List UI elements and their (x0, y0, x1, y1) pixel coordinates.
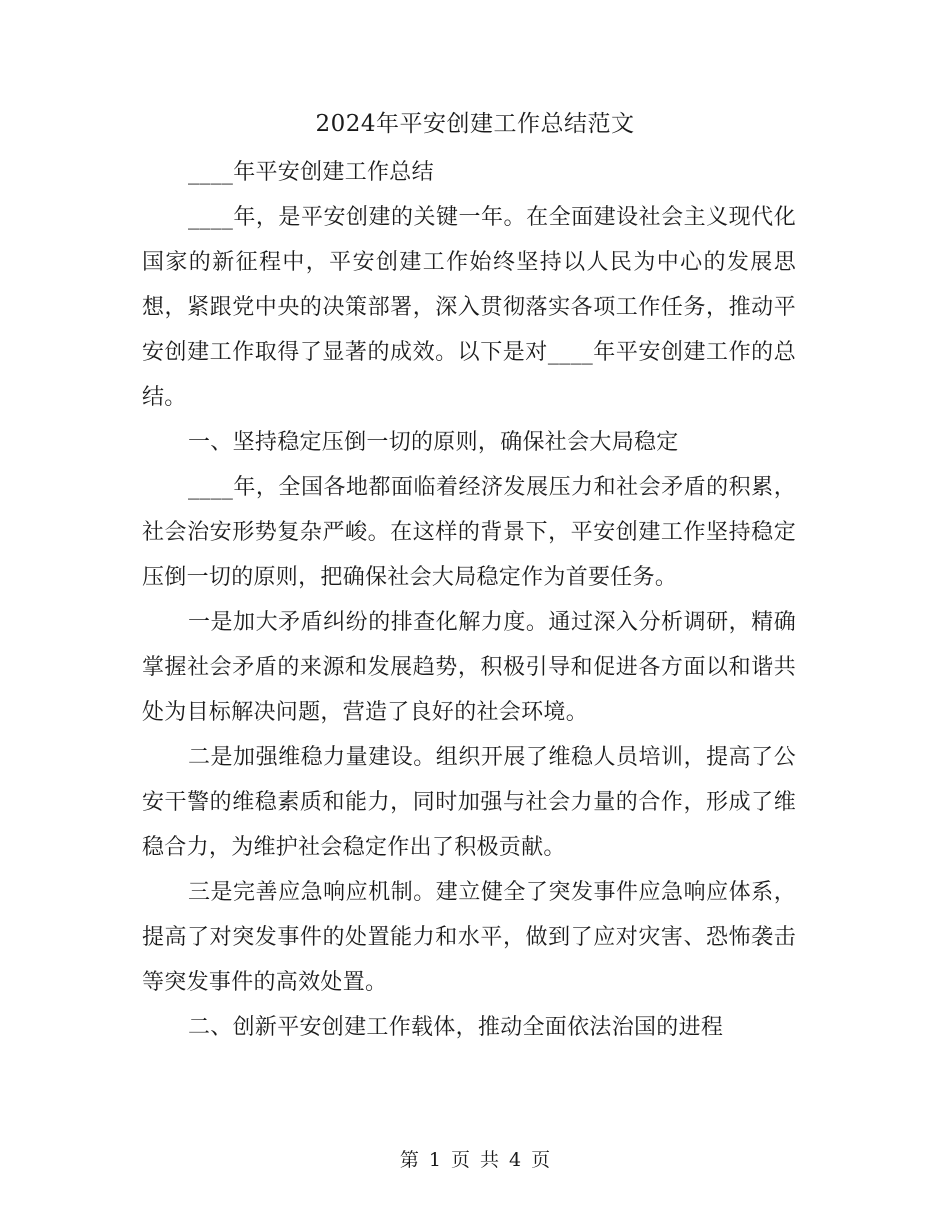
paragraph-point-3: 三是完善应急响应机制。建立健全了突发事件应急响应体系，提高了对突发事件的处置能力和水平，做到了应对灾害、恐怖袭击等突发事件的高效处置。 (142, 880, 796, 995)
section-heading-2: 二、创新平安创建工作载体，推动全面依法治国的进程 (188, 1015, 724, 1040)
section-heading-1: 一、坚持稳定压倒一切的原则，确保社会大局稳定 (188, 430, 679, 455)
document-title: 2024年平安创建工作总结范文 (315, 111, 635, 137)
paragraph-point-1: 一是加大矛盾纠纷的排查化解力度。通过深入分析调研，精确掌握社会矛盾的来源和发展趋势，积极引导和促进各方面以和谐共处为目标解决问题，营造了良好的社会环境。 (142, 610, 796, 725)
paragraph-intro: ____年，是平安创建的关键一年。在全面建设社会主义现代化国家的新征程中，平安创建工作始终坚持以人民为中心的发展思想，紧跟党中央的决策部署，深入贯彻落实各项工作任务，推动平安创建工作取得了显著的成效。以下是对____年平安创建工作的总结。 (142, 205, 796, 410)
paragraph-point-2: 二是加强维稳力量建设。组织开展了维稳人员培训，提高了公安干警的维稳素质和能力，同时加强与社会力量的合作，形成了维稳合力，为维护社会稳定作出了积极贡献。 (142, 745, 796, 860)
document-body (142, 150, 796, 1050)
paragraph-section-1-intro: ____年，全国各地都面临着经济发展压力和社会矛盾的积累，社会治安形势复杂严峻。在这样的背景下，平安创建工作坚持稳定压倒一切的原则，把确保社会大局稳定作为首要任务。 (142, 475, 796, 590)
paragraph-subtitle: ____年平安创建工作总结 (188, 160, 434, 185)
page-footer: 第 1 页 共 4 页 (399, 1149, 551, 1171)
